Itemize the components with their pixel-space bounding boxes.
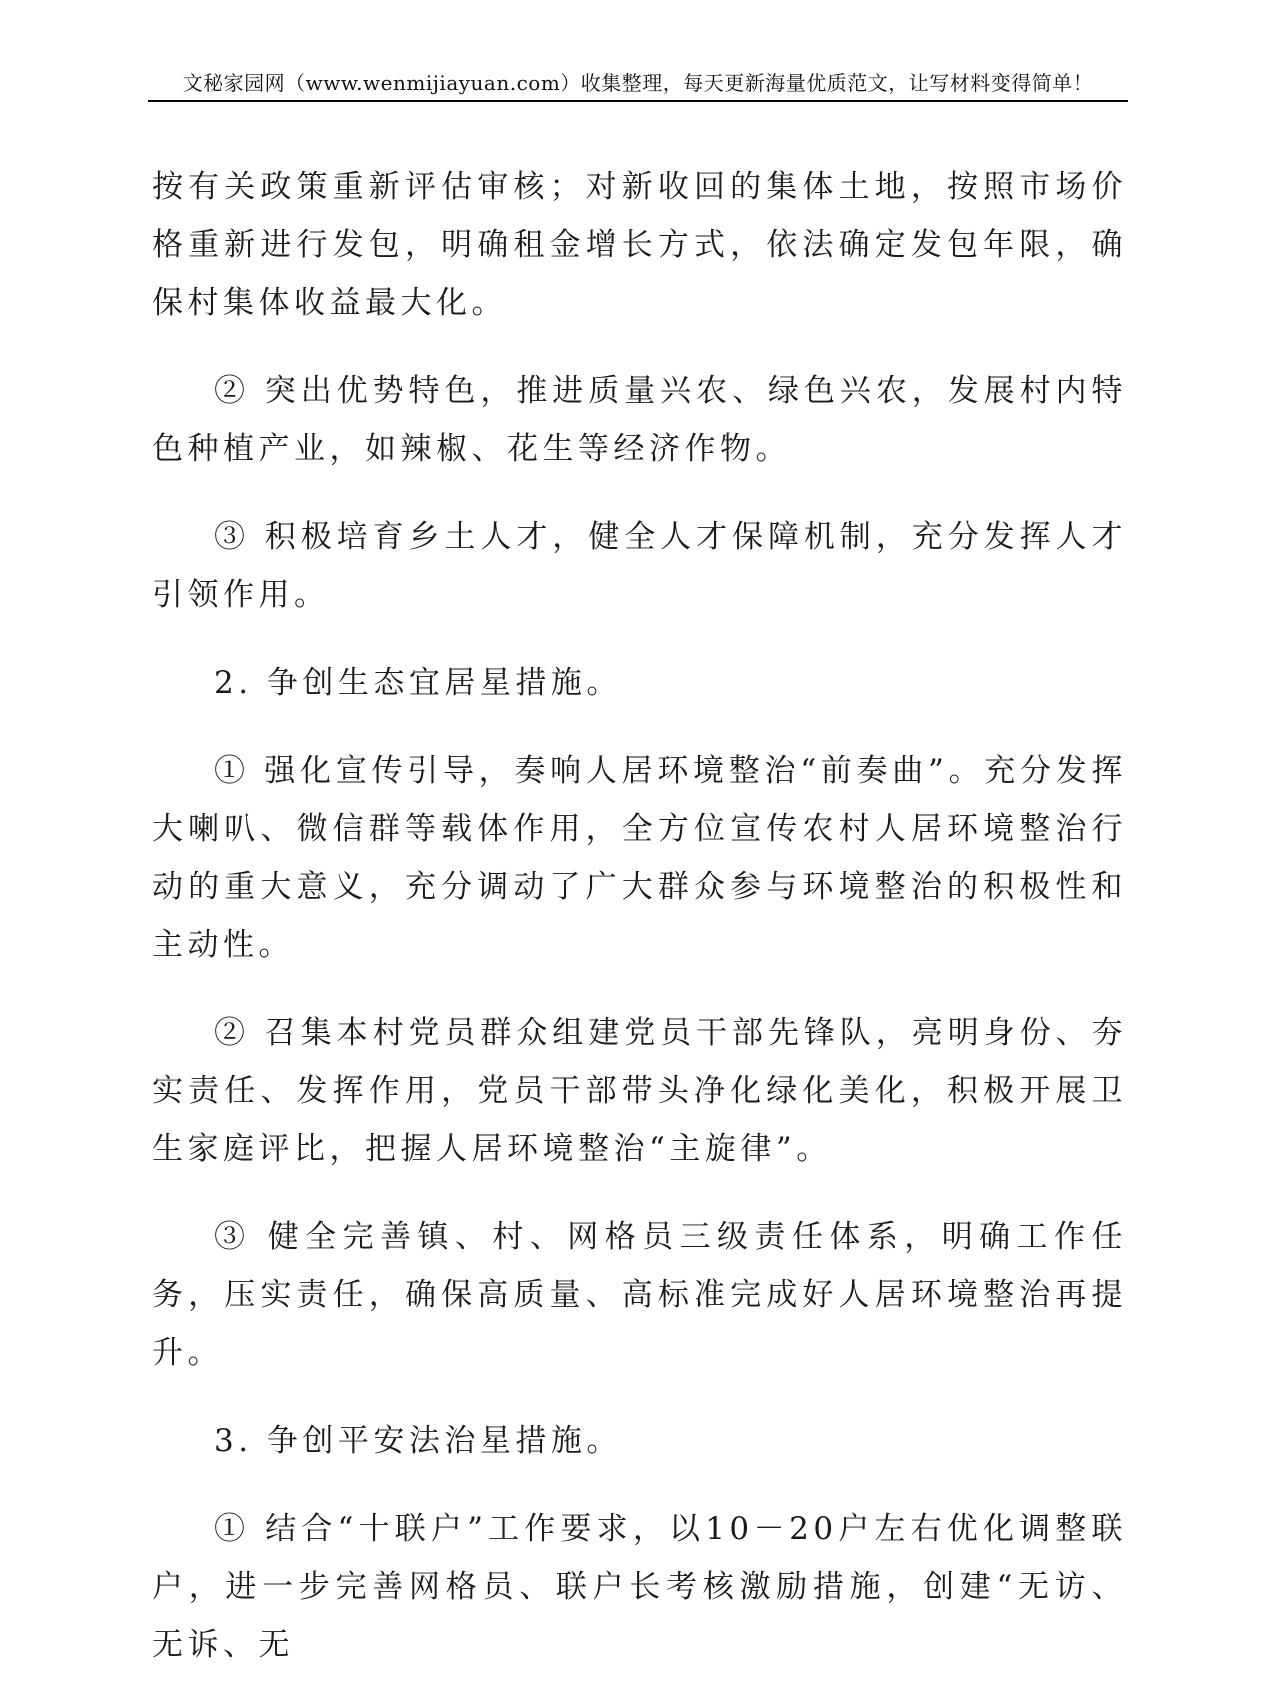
paragraph-item: ① 强化宣传引导，奏响人居环境整治“前奏曲”。充分发挥大喇叭、微信群等载体作用，全方位宣传农村人居环境整治行动的重大意义，充分调动了广大群众参与环境整治的积极性和主动性。 (152, 753, 1127, 963)
paragraph-item: ③ 健全完善镇、村、网格员三级责任体系，明确工作任务，压实责任，确保高质量、高标准完成好人居环境整治再提升。 (152, 1219, 1127, 1371)
paragraph-continuation: 按有关政策重新评估审核；对新收回的集体土地，按照市场价格重新进行发包，明确租金增长方式，依法确定发包年限，确保村集体收益最大化。 (152, 169, 1127, 321)
header-text: 文秘家园网（www.wenmijiayuan.com）收集整理，每天更新海量优质范文，让写材料变得简单！ (182, 71, 1094, 95)
paragraph-item: ② 突出优势特色，推进质量兴农、绿色兴农，发展村内特色种植产业，如辣椒、花生等经济作物。 (152, 373, 1127, 467)
paragraph-item: ③ 积极培育乡土人才，健全人才保障机制，充分发挥人才引领作用。 (152, 519, 1127, 613)
page-header (148, 70, 1128, 102)
document-body (152, 158, 1127, 1704)
section-heading: 3. 争创平安法治星措施。 (214, 1423, 622, 1459)
paragraph-item: ① 结合“十联户”工作要求，以10－20户左右优化调整联户，进一步完善网格员、联户长考核激励措施，创建“无访、无诉、无 (152, 1511, 1127, 1663)
paragraph-item: ② 召集本村党员群众组建党员干部先锋队，亮明身份、夯实责任、发挥作用，党员干部带头净化绿化美化，积极开展卫生家庭评比，把握人居环境整治“主旋律”。 (152, 1015, 1127, 1167)
section-heading: 2. 争创生态宜居星措施。 (214, 665, 622, 701)
